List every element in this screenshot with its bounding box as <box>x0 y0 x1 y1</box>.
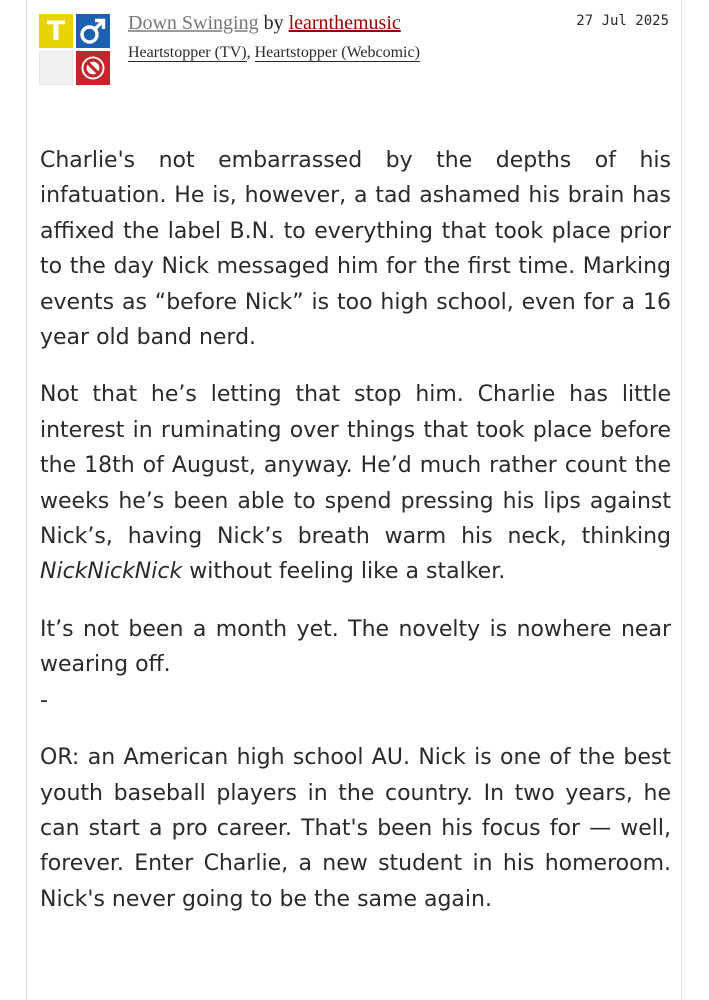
fandom-list <box>128 43 420 63</box>
by-label: by <box>263 12 284 34</box>
fandom-link[interactable]: Heartstopper (Webcomic) <box>254 44 420 61</box>
summary-paragraph: OR: an American high school AU. Nick is one of the best youth baseball players in the country. In two years, he can start a pro career. That's been his focus for — well, forever. Enter Charlie, a new student in his homeroom. Nick's never going to be the same again. <box>40 745 671 912</box>
summary-text: Not that he’s letting that stop him. Charlie has little interest in ruminating over things that took place before the 18th of August, anyway. He’d much rather count the weeks he’s been able to spend pressing his lips against Nick’s, having Nick’s breath warm his neck, thinking <box>40 382 671 550</box>
fandom-link[interactable]: Heartstopper (TV) <box>128 44 247 61</box>
work-title-link[interactable]: Down Swinging <box>128 12 259 34</box>
work-blurb <box>26 0 682 1000</box>
summary-separator: - <box>40 687 48 713</box>
summary-paragraph <box>40 377 671 589</box>
work-summary <box>40 143 671 939</box>
summary-paragraph: It’s not been a month yet. The novelty is nowhere near wearing off. <box>40 616 671 678</box>
work-header <box>27 0 681 96</box>
category-mm-icon[interactable] <box>76 14 110 48</box>
fandom-separator: , <box>246 44 255 61</box>
rating-letter: T <box>46 15 66 47</box>
complete-status-icon[interactable] <box>39 51 73 85</box>
author-link[interactable]: learnthemusic <box>288 12 401 34</box>
required-tags[interactable] <box>39 14 111 86</box>
summary-emphasis: NickNickNick <box>40 559 183 585</box>
summary-paragraph: Charlie's not embarrassed by the depths of his infatuation. He is, however, a tad ashamed his brain has affixed the label B.N. to everything that took place prior to the day Nick messaged him for the first time. Marking events as “before Nick” is too high school, even for a 16 year old band nerd. <box>40 148 671 351</box>
work-date: 27 Jul 2025 <box>576 13 669 29</box>
male-symbol-icon <box>76 14 110 48</box>
warning-none-icon[interactable] <box>76 51 110 85</box>
rating-teen-icon[interactable] <box>39 14 73 48</box>
no-symbol-icon <box>76 51 110 85</box>
summary-text: without feeling like a stalker. <box>182 559 506 585</box>
work-heading <box>128 11 401 35</box>
